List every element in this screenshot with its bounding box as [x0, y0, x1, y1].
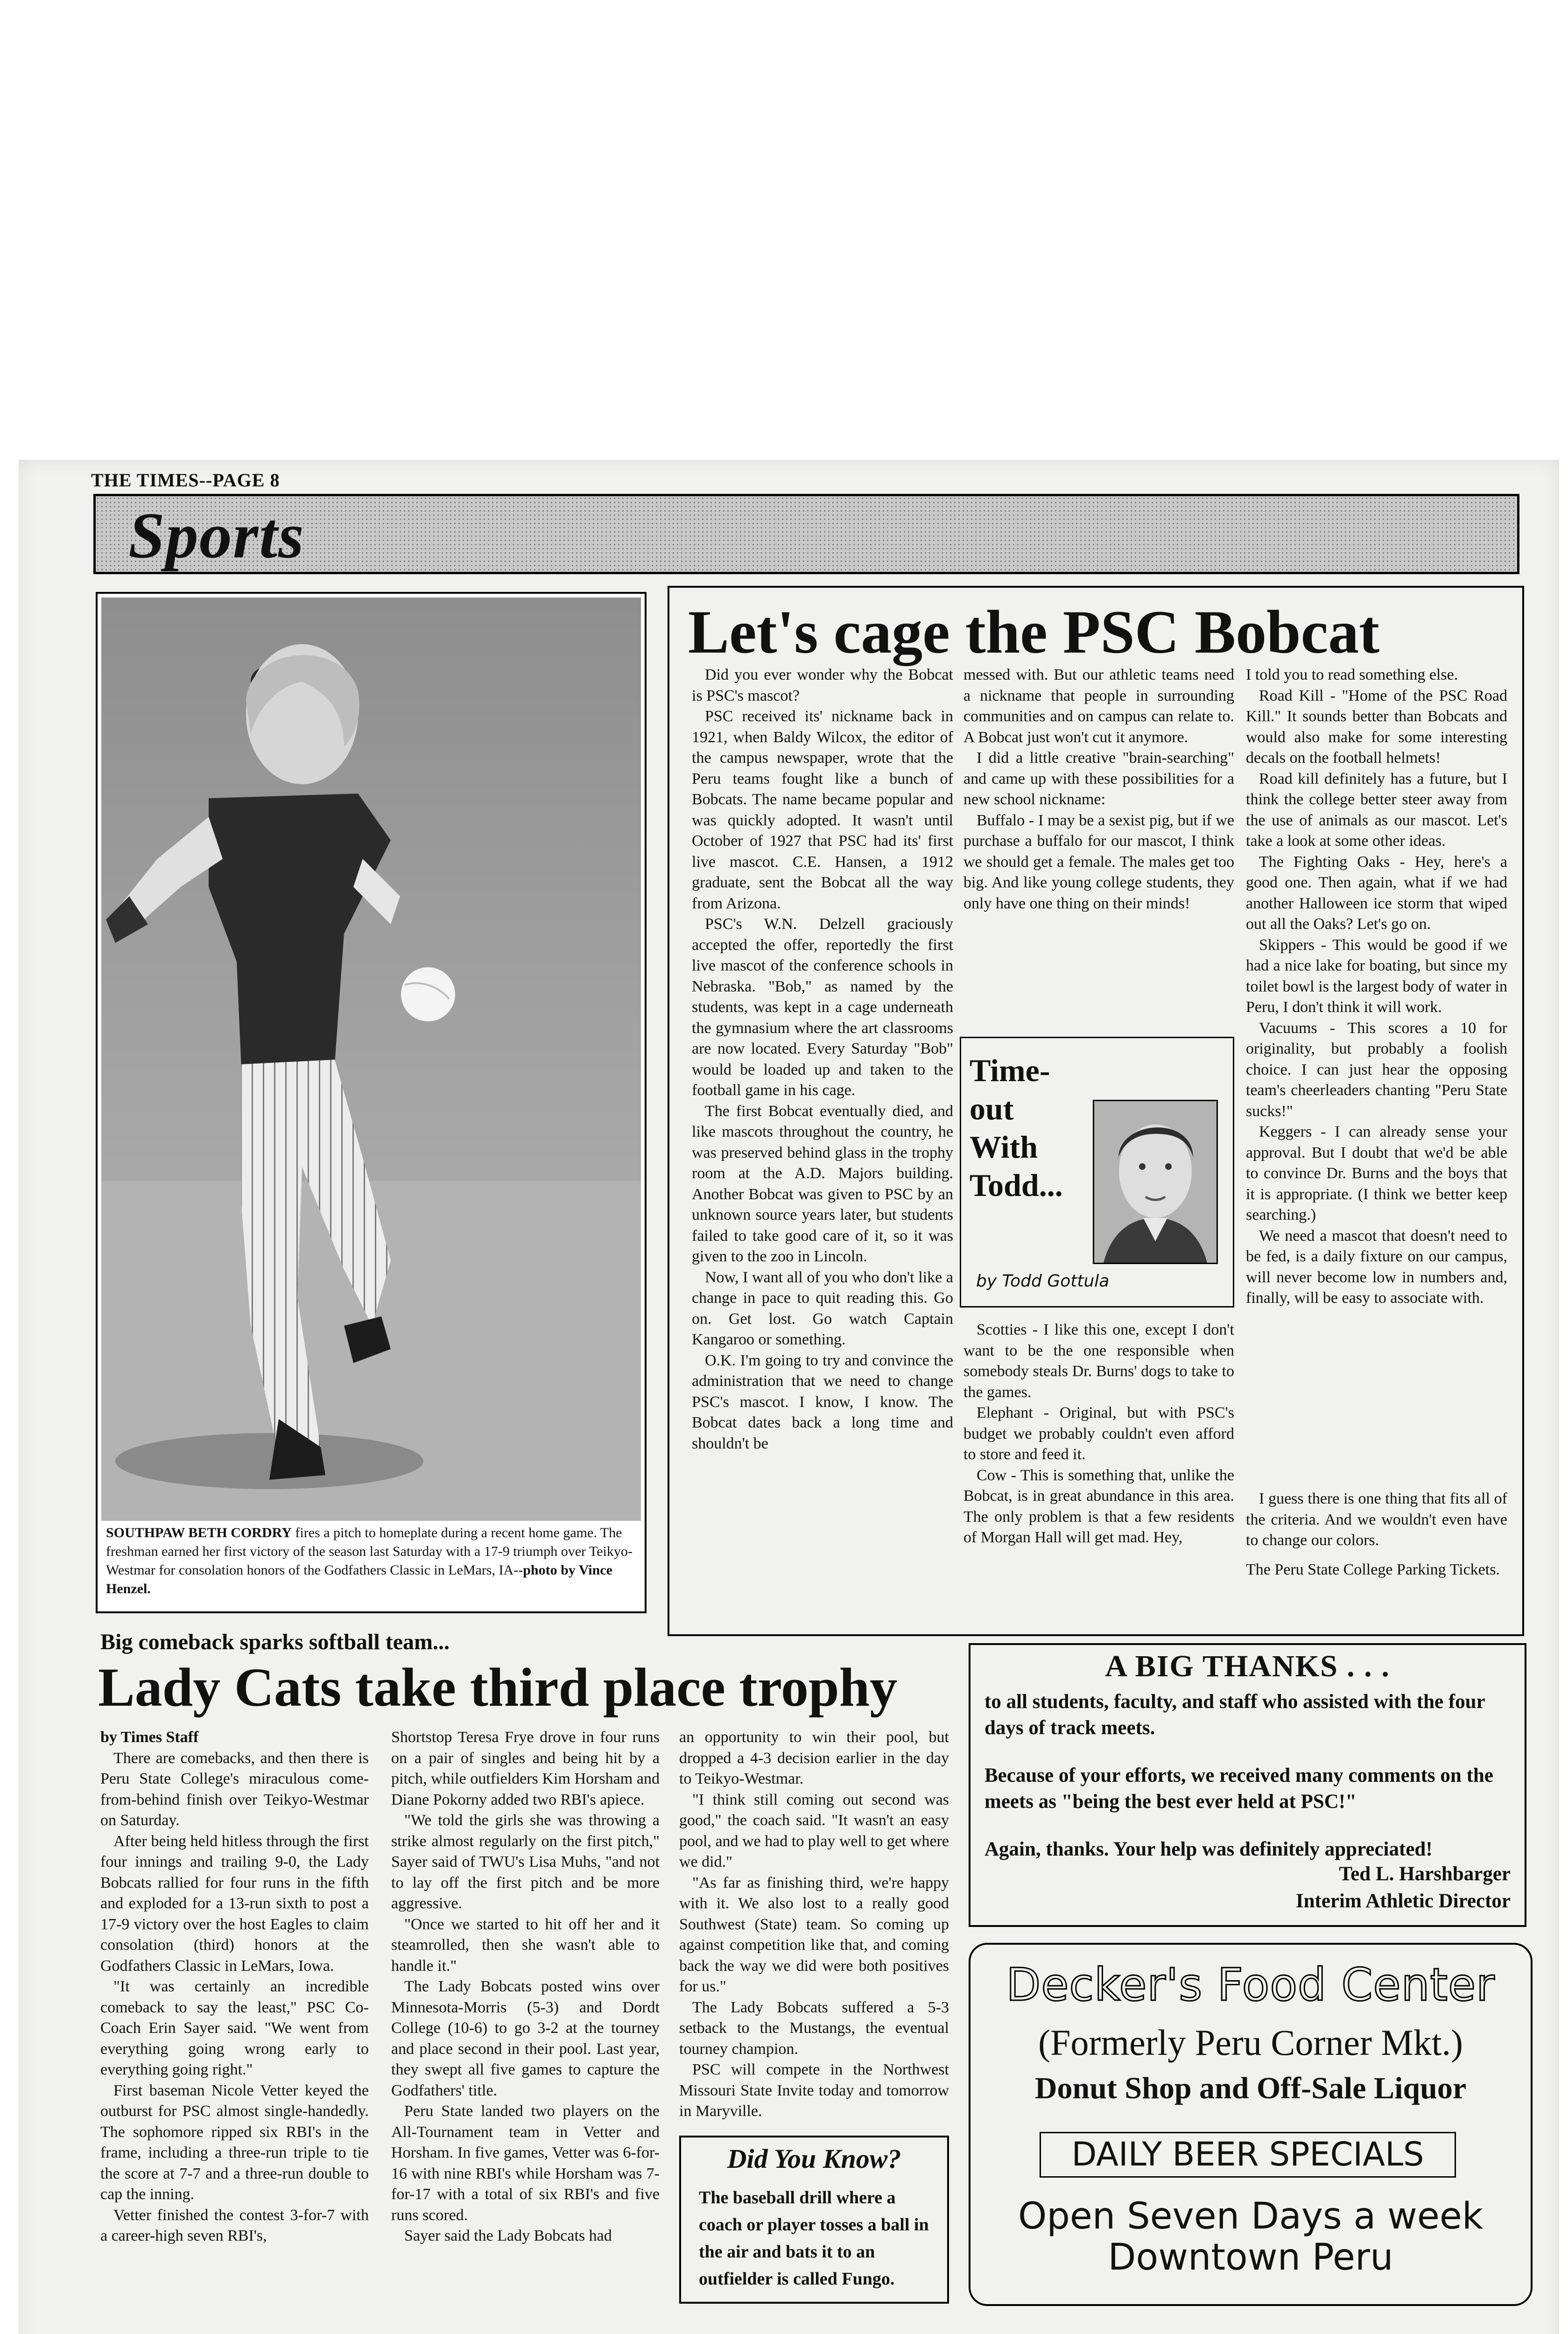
bobcat-headline: Let's cage the PSC Bobcat	[688, 598, 1380, 666]
did-you-know-box	[679, 2136, 949, 2304]
paragraph: The Lady Bobcats suffered a 5-3 setback to the Mustangs, the eventual tourney champion.	[679, 1998, 949, 2058]
paragraph: Vetter finished the contest 3-for-7 with a career-high seven RBI's,	[100, 2206, 369, 2244]
paragraph: Did you ever wonder why the Bobcat is PSC's mascot?	[692, 666, 953, 704]
paragraph: PSC's W.N. Delzell graciously accepted the offer, reportedly the first live mascot of the conference schools in Nebraska. "Bob," as named by the students, was kept in a cage underneath the gymnasium where the art classrooms are now located. Every Saturday "Bob" would be loaded up and taken to the football game in his cage.	[692, 915, 953, 1099]
paragraph: "It was certainly an incredible comeback to say the least," PSC Co-Coach Erin Sayer said. "We went from everything going wrong early to everything going right."	[100, 1978, 369, 2078]
bobcat-column-1	[692, 665, 953, 1454]
paragraph: I told you to read something else.	[1246, 666, 1458, 683]
paragraph: Keggers - I can already sense your approval. But I doubt that we'd be able to convince Dr. Burns and the boys that it is appropriate. (I think we better keep searching.)	[1246, 1123, 1507, 1223]
softball-kicker: Big comeback sparks softball team...	[100, 1630, 450, 1654]
deckers-food-center-ad	[969, 1943, 1533, 2306]
paragraph: I guess there is one thing that fits all of the criteria. And we wouldn't even have to change our colors.	[1246, 1490, 1507, 1549]
paragraph: "We told the girls she was throwing a strike almost regularly on the first pitch," Sayer said of TWU's Lisa Muhs, "and not to lay off the first pitch and be more aggressive.	[391, 1812, 660, 1912]
softball-headline: Lady Cats take third place trophy	[98, 1657, 898, 1718]
caption-text: fires a pitch to homeplate during a recent home game. The freshman earned her first victory of the season last Saturday with a 17-9 triumph over Teikyo-Westmar for consolation honors of the Godfathers Classic in LeMars, IA--	[106, 1525, 633, 1578]
paragraph: an opportunity to win their pool, but dropped a 4-3 decision earlier in the day to Teikyo-Westmar.	[679, 1729, 949, 1787]
paragraph: Elephant - Original, but with PSC's budget we probably couldn't even afford to store and feed it.	[963, 1404, 1234, 1463]
thanks-line-1: to all students, faculty, and staff who assisted with the four days of track meets.	[984, 1691, 1485, 1739]
paragraph: Shortstop Teresa Frye drove in four runs on a pair of singles and being hit by a pitch, while outfielders Kim Horsham and Diane Pokorny added two RBI's apiece.	[391, 1729, 660, 1808]
paragraph: First baseman Nicole Vetter keyed the outburst for PSC almost single-handedly. The sophomore ripped six RBI's in the frame, including a three-run triple to tie the score at 7-7 and a three-run double to cap the inning.	[100, 2081, 369, 2203]
bobcat-column-2-top	[963, 665, 1234, 914]
paragraph: PSC received its' nickname back in 1921, when Baldy Wilcox, the editor of the campus newspaper, wrote that the Peru teams fought like a bunch of Bobcats. The name became popular and was quickly adopted. It wasn't until October of 1927 that PSC had its' first live mascot. C.E. Hansen, a 1912 graduate, sent the Bobcat all the way from Arizona.	[692, 708, 953, 912]
softball-byline: by Times Staff	[100, 1729, 199, 1746]
headshot-illustration	[1094, 1101, 1216, 1263]
softball-column-1	[100, 1727, 369, 2247]
thanks-title: A BIG THANKS . . .	[1105, 1649, 1390, 1683]
store-location: Downtown Peru	[1108, 2236, 1393, 2278]
caption-subject: SOUTHPAW BETH CORDRY	[106, 1525, 292, 1540]
paragraph: "As far as finishing third, we're happy with it. We also lost to a really good Southwest (State) team. So coming up against competition like that, and coming back the way we did were both positives for us."	[679, 1874, 949, 1995]
photo-credit: photo by Vince Henzel.	[106, 1562, 612, 1596]
paragraph: messed with. But our athletic teams need a nickname that people in surrounding communities and on campus can relate to. A Bobcat just won't cut it anymore.	[963, 666, 1234, 746]
big-thanks-notice	[969, 1643, 1526, 1927]
softball-column-3	[679, 1727, 949, 2122]
paragraph: After being held hitless through the first four innings and trailing 9-0, the Lady Bobcats rallied for four runs in the fifth and exploded for a 13-run sixth to post a 17-9 victory over the host Eagles to claim consolation (third) honors at the Godfathers Classic in LeMars, Iowa.	[100, 1832, 369, 1975]
store-services: Donut Shop and Off-Sale Liquor	[1034, 2071, 1467, 2105]
bobcat-article	[668, 586, 1524, 1636]
bobcat-column-3-end	[1246, 1489, 1507, 1580]
page-label: THE TIMES--PAGE 8	[91, 470, 280, 491]
section-banner	[93, 494, 1519, 574]
bobcat-column-2-bottom	[963, 1320, 1234, 1548]
paragraph: Road kill definitely has a future, but I think the college better steer away from the use of animals as our mascot. Let's take a look at some other ideas.	[1246, 770, 1507, 850]
photo-caption	[106, 1524, 638, 1598]
paragraph: Sayer said the Lady Bobcats had	[404, 2227, 612, 2244]
paragraph: The first Bobcat eventually died, and like mascots throughout the country, he was preserved behind glass in the trophy room at the A.D. Majors building. Another Bobcat was given to PSC by an unknown source years later, but students failed to take good care of it, so it was given to the zoo in Lincoln.	[692, 1102, 953, 1265]
thanks-line-2: Because of your efforts, we received many comments on the meets as "being the best ever held at PSC!"	[984, 1765, 1493, 1813]
paragraph: O.K. I'm going to try and convince the administration that we need to change PSC's mascot. I know, I know. The Bobcat dates back a long time and shouldn't be	[692, 1351, 953, 1452]
thanks-line-3: Again, thanks. Your help was definitely appreciated!	[984, 1838, 1433, 1860]
paragraph: The Peru State College Parking Tickets.	[1246, 1561, 1500, 1578]
column-title: Time-out With Todd...	[970, 1053, 1063, 1203]
store-formerly: (Formerly Peru Corner Mkt.)	[1038, 2022, 1463, 2063]
paragraph: Buffalo - I may be a sexist pig, but if we purchase a buffalo for our mascot, I think we should get a female. The males get too big. And like young college students, they only have one thing on their minds!	[963, 811, 1234, 912]
paragraph: The Lady Bobcats posted wins over Minnesota-Morris (5-3) and Dordt College (10-6) to go 3-2 at the tourney and place second in their pool. Last year, they swept all five games to capture the Godfathers' title.	[391, 1978, 660, 2099]
did-you-know-body: The baseball drill where a coach or player tosses a ball in the air and bats it to an outfielder is called Fungo.	[699, 2188, 929, 2289]
softball-pitcher-photo	[101, 598, 641, 1521]
paragraph: PSC will compete in the Northwest Missouri State Invite today and tomorrow in Maryville.	[679, 2061, 949, 2120]
column-byline: by Todd Gottula	[976, 1272, 1110, 1291]
todd-gottula-headshot	[1093, 1100, 1218, 1264]
paragraph: Cow - This is something that, unlike the Bobcat, is in great abundance in this area. The only problem is that a few residents of Morgan Hall will get mad. Hey,	[963, 1466, 1234, 1546]
paragraph: Road Kill - "Home of the PSC Road Kill." It sounds better than Bobcats and would also make for some interesting decals on the football helmets!	[1246, 687, 1507, 766]
paragraph: Vacuums - This scores a 10 for originality, but probably a foolish choice. I can just hear the opposing team's cheerleaders chanting "Peru State sucks!"	[1246, 1019, 1507, 1120]
paragraph: Peru State landed two players on the All-Tournament team in Vetter and Horsham. In five games, Vetter was 6-for-16 with nine RBI's while Horsham was 7-for-17 with a total of six RBI's and five runs scored.	[391, 2102, 660, 2224]
paragraph: We need a mascot that doesn't need to be fed, is a daily fixture on our campus, will never become low in numbers and, finally, will be easy to associate with.	[1246, 1227, 1507, 1307]
paragraph: I did a little creative "brain-searching" and came up with these possibilities for a new school nickname:	[963, 749, 1234, 808]
store-hours: Open Seven Days a week	[1018, 2195, 1483, 2237]
signer-name: Ted L. Harshbarger	[1339, 1863, 1511, 1885]
softball-column-2	[391, 1727, 660, 2247]
section-title: Sports	[128, 499, 305, 572]
time-out-with-todd-box	[960, 1037, 1234, 1308]
paragraph: Now, I want all of you who don't like a change in pace to quit reading this. Go on. Get lost. Go watch Captain Kangaroo or something.	[692, 1268, 953, 1348]
store-name: Decker's Food Center	[1006, 1959, 1495, 2011]
beer-specials-label: DAILY BEER SPECIALS	[1040, 2132, 1456, 2178]
paragraph: Scotties - I like this one, except I don't want to be the one responsible when somebody steals Dr. Burns' dogs to take to the games.	[963, 1321, 1234, 1401]
did-you-know-title: Did You Know?	[727, 2144, 901, 2174]
bobcat-column-3	[1246, 665, 1507, 1309]
pitcher-illustration	[101, 598, 641, 1521]
paragraph: "Once we started to hit off her and it steamrolled, then she wasn't able to handle it."	[391, 1915, 660, 1975]
paragraph: Skippers - This would be good if we had a nice lake for boating, but since my toilet bowl is the largest body of water in Peru, I don't think it will work.	[1246, 936, 1507, 1016]
softball-photo-box	[96, 592, 647, 1613]
signer-title: Interim Athletic Director	[1295, 1890, 1511, 1912]
paragraph: The Fighting Oaks - Hey, here's a good one. Then again, what if we had another Halloween ice storm that wiped out all the Oaks? Let's go on.	[1246, 853, 1507, 933]
paragraph: "I think still coming out second was good," the coach said. "It wasn't an easy pool, and we had to play well to get where we did."	[679, 1791, 949, 1870]
paragraph: There are comebacks, and then there is Peru State College's miraculous come-from-behind finish over Teikyo-Westmar on Saturday.	[100, 1749, 369, 1829]
